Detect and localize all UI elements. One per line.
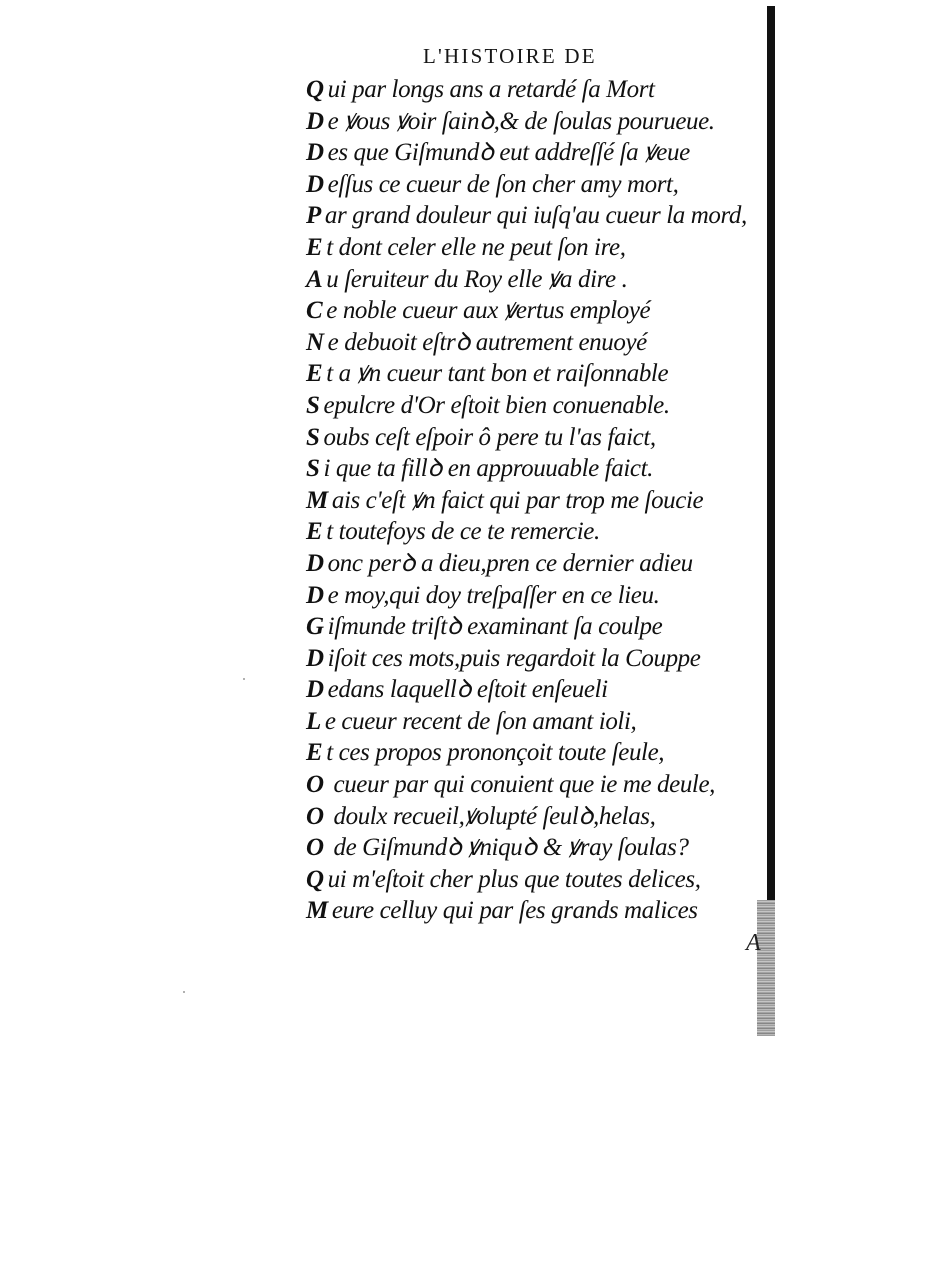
verse-text: edans laquellꝺ eſtoit enſeueli (327, 676, 608, 704)
binding-edge-speckle (757, 900, 775, 1036)
verse-text: de Giſmundꝺ ꝟniquꝺ & ꝟray ſoulas? (327, 834, 689, 862)
verse-text: iſoit ces mots,puis regardoit la Couppe (327, 644, 701, 672)
verse-line (306, 169, 756, 201)
verse-line (306, 137, 756, 169)
paper-speck (183, 991, 185, 993)
verse-text: ui par longs ans a retardé ſa Mort (327, 76, 655, 103)
verse-text: e cueur recent de ſon amant ioli, (324, 707, 637, 735)
verse-text: doulx recueil,ꝟolupté ſeulꝺ,helas, (327, 802, 656, 830)
verse-initial: D (306, 581, 324, 609)
verse-initial: S (306, 455, 320, 483)
running-head: L'HISTOIRE DE (423, 44, 597, 68)
verse-text: cueur par qui conuient que ie me deule, (327, 771, 716, 799)
verse-initial: E (306, 233, 323, 261)
verse-initial: S (306, 391, 320, 419)
verse-line (306, 485, 756, 517)
verse-initial: M (306, 486, 328, 514)
verse-text: u ſeruiteur du Roy elle ꝟa dire . (326, 265, 628, 293)
verse-line (306, 832, 756, 864)
verse-line (306, 737, 756, 769)
verse-initial: N (306, 328, 324, 356)
verse-line (306, 453, 756, 485)
verse-text: i que ta fillꝺ en approuuable faict. (323, 455, 653, 483)
verse-line (306, 643, 756, 675)
verse-line (306, 232, 756, 264)
verse-initial: D (306, 644, 324, 672)
verse-initial: D (306, 107, 324, 135)
verse-text: e noble cueur aux ꝟertus employé (326, 297, 651, 325)
verse-text: es que Giſmundꝺ eut addreſſé ſa ꝟeue (327, 139, 690, 167)
verse-text: t a ꝟn cueur tant bon et raiſonnable (326, 360, 669, 388)
verse-line (306, 516, 756, 548)
verse-line (306, 895, 756, 927)
verse-initial: Q (306, 865, 324, 893)
verse-line (306, 422, 756, 454)
verse-text: iſmunde triſtꝺ examinant ſa coulpe (327, 613, 663, 641)
binding-edge-shadow (767, 6, 775, 1036)
verse-initial: E (306, 739, 323, 767)
verse-text: oubs ceſt eſpoir ô pere tu l'as faict, (323, 423, 656, 451)
verse-text: t toutefoys de ce te remercie. (326, 518, 600, 546)
verse-text: onc perꝺ a dieu,pren ce dernier adieu (327, 549, 693, 577)
verse-initial: D (306, 676, 324, 704)
verse-text: t dont celer elle ne peut ſon ire, (326, 233, 626, 261)
verse-line (306, 106, 756, 138)
verse-line (306, 295, 756, 327)
verse-text: eure celluy qui par ſes grands malices (331, 897, 698, 925)
verse-initial: D (306, 170, 324, 198)
catchword: A (746, 930, 761, 956)
verse-initial: D (306, 139, 324, 167)
verse-text: ui m'eſtoit cher plus que toutes delices, (327, 865, 701, 893)
verse-line (306, 74, 756, 106)
verse-text: epulcre d'Or eſtoit bien conuenable. (323, 391, 670, 419)
verse-line (306, 769, 756, 801)
verse-line (306, 264, 756, 296)
verse-line (306, 200, 756, 232)
verse-initial: A (306, 265, 323, 293)
verse-initial: L (306, 707, 321, 735)
verse-initial: S (306, 423, 320, 451)
verse-line (306, 801, 756, 833)
verse-text: e moy,qui doy treſpaſſer en ce lieu. (327, 581, 660, 609)
verse-initial: G (306, 613, 324, 641)
verse-line (306, 548, 756, 580)
verse-initial: O (306, 802, 324, 830)
verse-initial: E (306, 360, 323, 388)
verse-initial: P (306, 202, 321, 230)
verse-line (306, 864, 756, 896)
paper-speck (243, 678, 245, 680)
verse-line (306, 327, 756, 359)
verse-initial: O (306, 771, 324, 799)
verse-line (306, 611, 756, 643)
verse-initial: E (306, 518, 323, 546)
verse-text: eſſus ce cueur de ſon cher amy mort, (327, 170, 679, 198)
verse-text: e debuoit eſtrꝺ autrement enuoyé (327, 328, 647, 356)
verse-line (306, 674, 756, 706)
verse-text: ais c'eſt ꝟn faict qui par trop me ſoucie (331, 486, 704, 514)
verse-initial: M (306, 897, 328, 925)
verse-initial: Q (306, 76, 324, 103)
verse-line (306, 706, 756, 738)
verse-line (306, 580, 756, 612)
verse-block (306, 74, 756, 927)
verse-line (306, 390, 756, 422)
verse-text: e ꝟous ꝟoir ſainꝺ,& de ſoulas pourueue. (327, 107, 715, 135)
verse-initial: O (306, 834, 324, 862)
verse-text: t ces propos prononçoit toute ſeule, (326, 739, 665, 767)
verse-initial: C (306, 297, 323, 325)
verse-text: ar grand douleur qui iuſq'au cueur la mord, (324, 202, 747, 230)
verse-line (306, 358, 756, 390)
verse-initial: D (306, 549, 324, 577)
